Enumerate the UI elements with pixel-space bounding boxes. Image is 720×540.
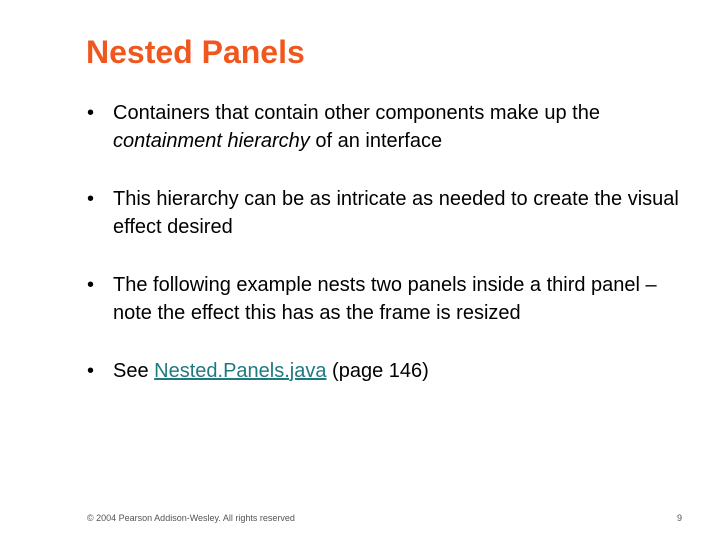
bullet-marker: • — [87, 188, 95, 210]
slide-title: Nested Panels — [86, 34, 305, 70]
bullet-text-end: (page 146) — [326, 360, 429, 382]
bullet-marker: • — [87, 274, 95, 296]
footer-copyright: © 2004 Pearson Addison-Wesley. All rights reserved — [87, 513, 295, 523]
bullet-item-example — [86, 271, 686, 327]
bullet-text-start: Containers that contain other components make up the — [113, 102, 600, 124]
bullet-marker: • — [87, 360, 95, 382]
bullet-list — [86, 99, 686, 415]
bullet-text: This hierarchy can be as intricate as needed to create the visual effect desired — [113, 188, 679, 238]
bullet-text: The following example nests two panels inside a third panel – note the effect this has as the frame is resized — [113, 274, 657, 324]
bullet-item-containment — [86, 99, 686, 155]
bullet-emphasis: containment hierarchy — [113, 130, 310, 152]
bullet-text-end: of an interface — [309, 130, 443, 152]
source-file-link[interactable]: Nested.Panels.java — [154, 360, 327, 382]
bullet-item-see-source — [86, 357, 686, 385]
page-number: 9 — [676, 513, 682, 523]
bullet-marker: • — [87, 102, 95, 124]
bullet-text-start: See — [113, 360, 155, 382]
bullet-item-hierarchy — [86, 185, 686, 241]
